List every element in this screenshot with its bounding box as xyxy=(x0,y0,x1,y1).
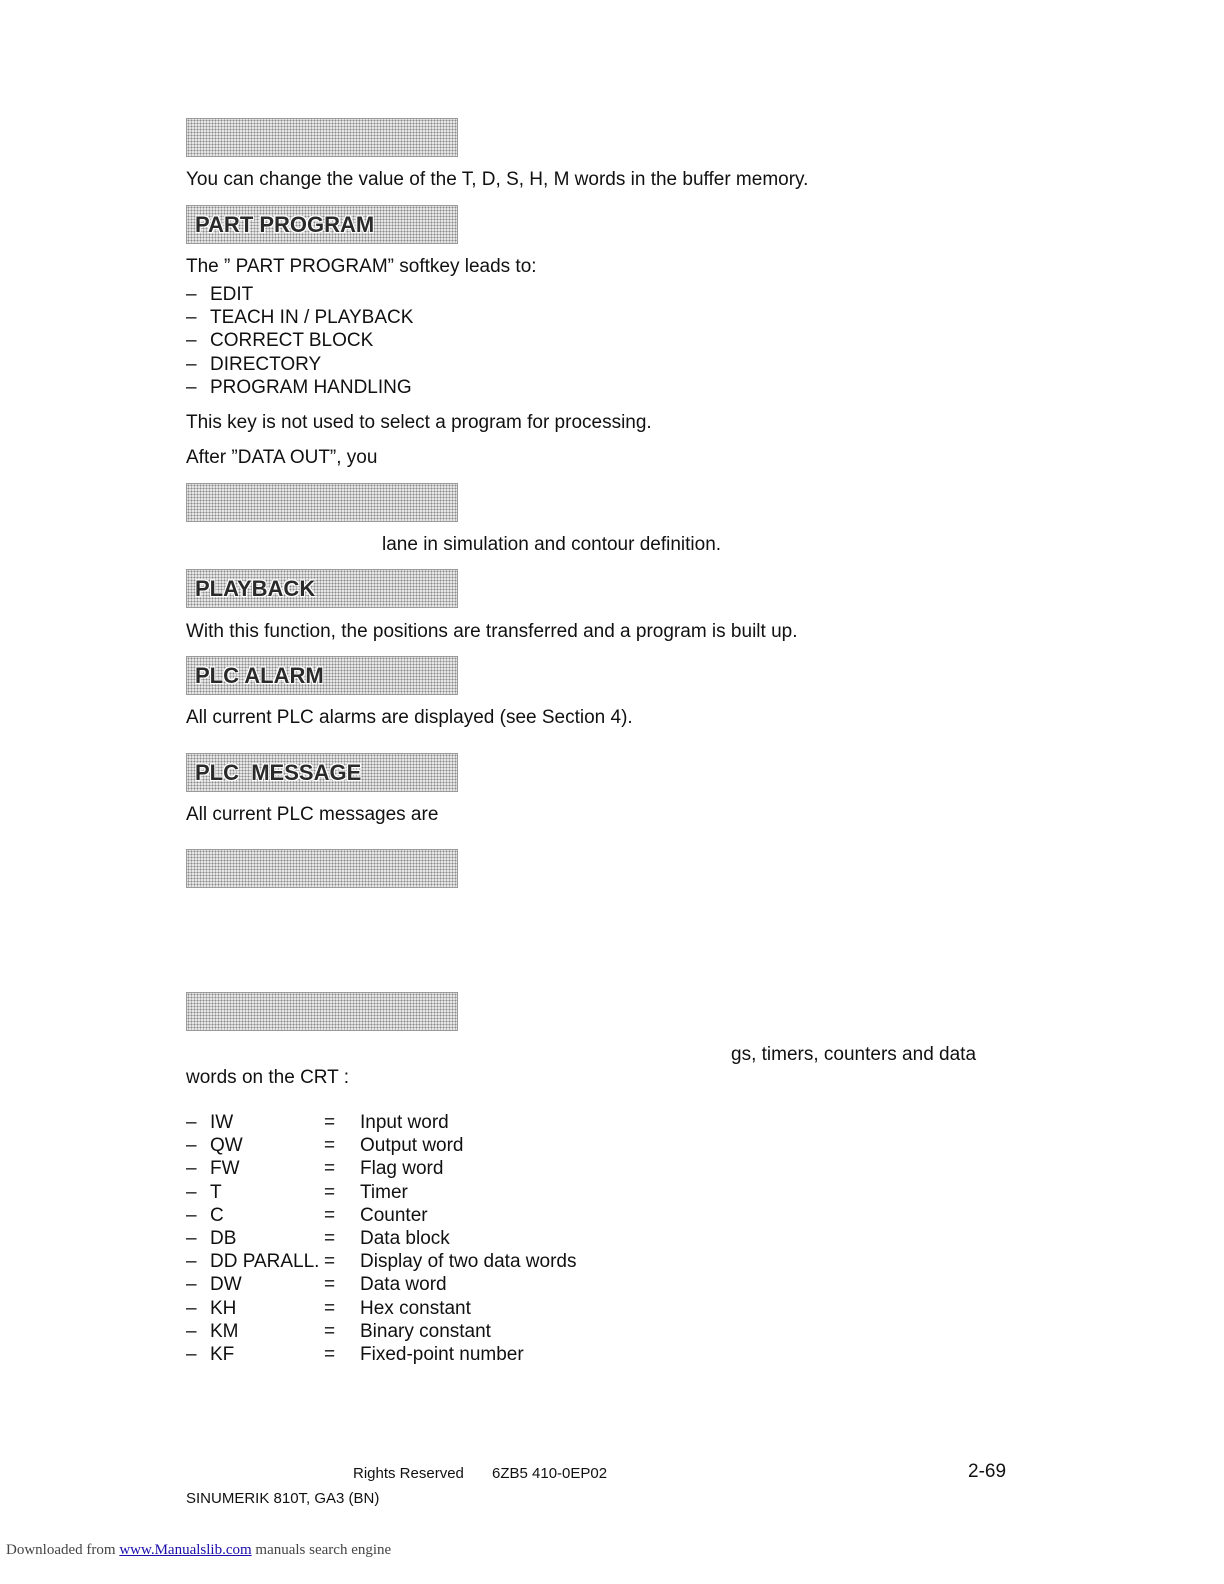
paragraph-plc-alarm: All current PLC alarms are displayed (see Section 4). xyxy=(186,707,633,728)
softkey-blank-1 xyxy=(186,118,458,157)
paragraph-crt-line1: gs, timers, counters and data xyxy=(731,1044,977,1065)
download-prefix: Downloaded from xyxy=(6,1542,116,1558)
list-item: – PROGRAM HANDLING xyxy=(186,376,412,398)
softkey-plc-message xyxy=(186,753,458,792)
softkey-blank-2 xyxy=(186,483,458,522)
footer-rights: Rights Reserved xyxy=(353,1465,464,1482)
manualslib-link[interactable]: www.Manualslib.com xyxy=(119,1542,252,1558)
download-suffix: manuals search engine xyxy=(255,1542,392,1558)
softkey-label: PART PROGRAM xyxy=(195,212,375,237)
part-program-menu-list xyxy=(186,283,413,399)
paragraph-not-used: This key is not used to select a program for processing. xyxy=(186,412,652,433)
softkey-label: PLAYBACK xyxy=(195,576,316,601)
paragraph-crt-line2: words on the CRT : xyxy=(186,1067,349,1088)
paragraph-playback: With this function, the positions are transferred and a program is built up. xyxy=(186,621,798,642)
paragraph-part-program-intro: The ” PART PROGRAM” softkey leads to: xyxy=(186,256,537,277)
footer-order-number: 6ZB5 410-0EP02 xyxy=(492,1465,608,1482)
paragraph-plc-message: All current PLC messages are xyxy=(186,804,439,825)
softkey-blank-3 xyxy=(186,849,458,888)
list-item: – CORRECT BLOCK xyxy=(186,330,374,352)
softkey-label: PLC ALARM xyxy=(195,663,324,688)
softkey-playback xyxy=(186,569,458,608)
softkey-part-program xyxy=(186,205,458,244)
paragraph-data-out: After ”DATA OUT”, you xyxy=(186,447,378,468)
page-number: 2-69 xyxy=(968,1461,1007,1482)
paragraph-simulation: lane in simulation and contour definition. xyxy=(382,534,722,555)
list-item: – TEACH IN / PLAYBACK xyxy=(186,307,414,329)
paragraph-buffer-memory: You can change the value of the T, D, S, H, M words in the buffer memory. xyxy=(186,169,809,190)
softkey-blank-4 xyxy=(186,992,458,1031)
softkey-label: PLC MESSAGE xyxy=(195,760,362,785)
footer-product: SINUMERIK 810T, GA3 (BN) xyxy=(186,1490,380,1507)
list-item: – DIRECTORY xyxy=(186,353,322,375)
download-banner xyxy=(6,1542,391,1559)
list-item: – EDIT xyxy=(186,284,254,305)
softkey-plc-alarm xyxy=(186,656,458,695)
